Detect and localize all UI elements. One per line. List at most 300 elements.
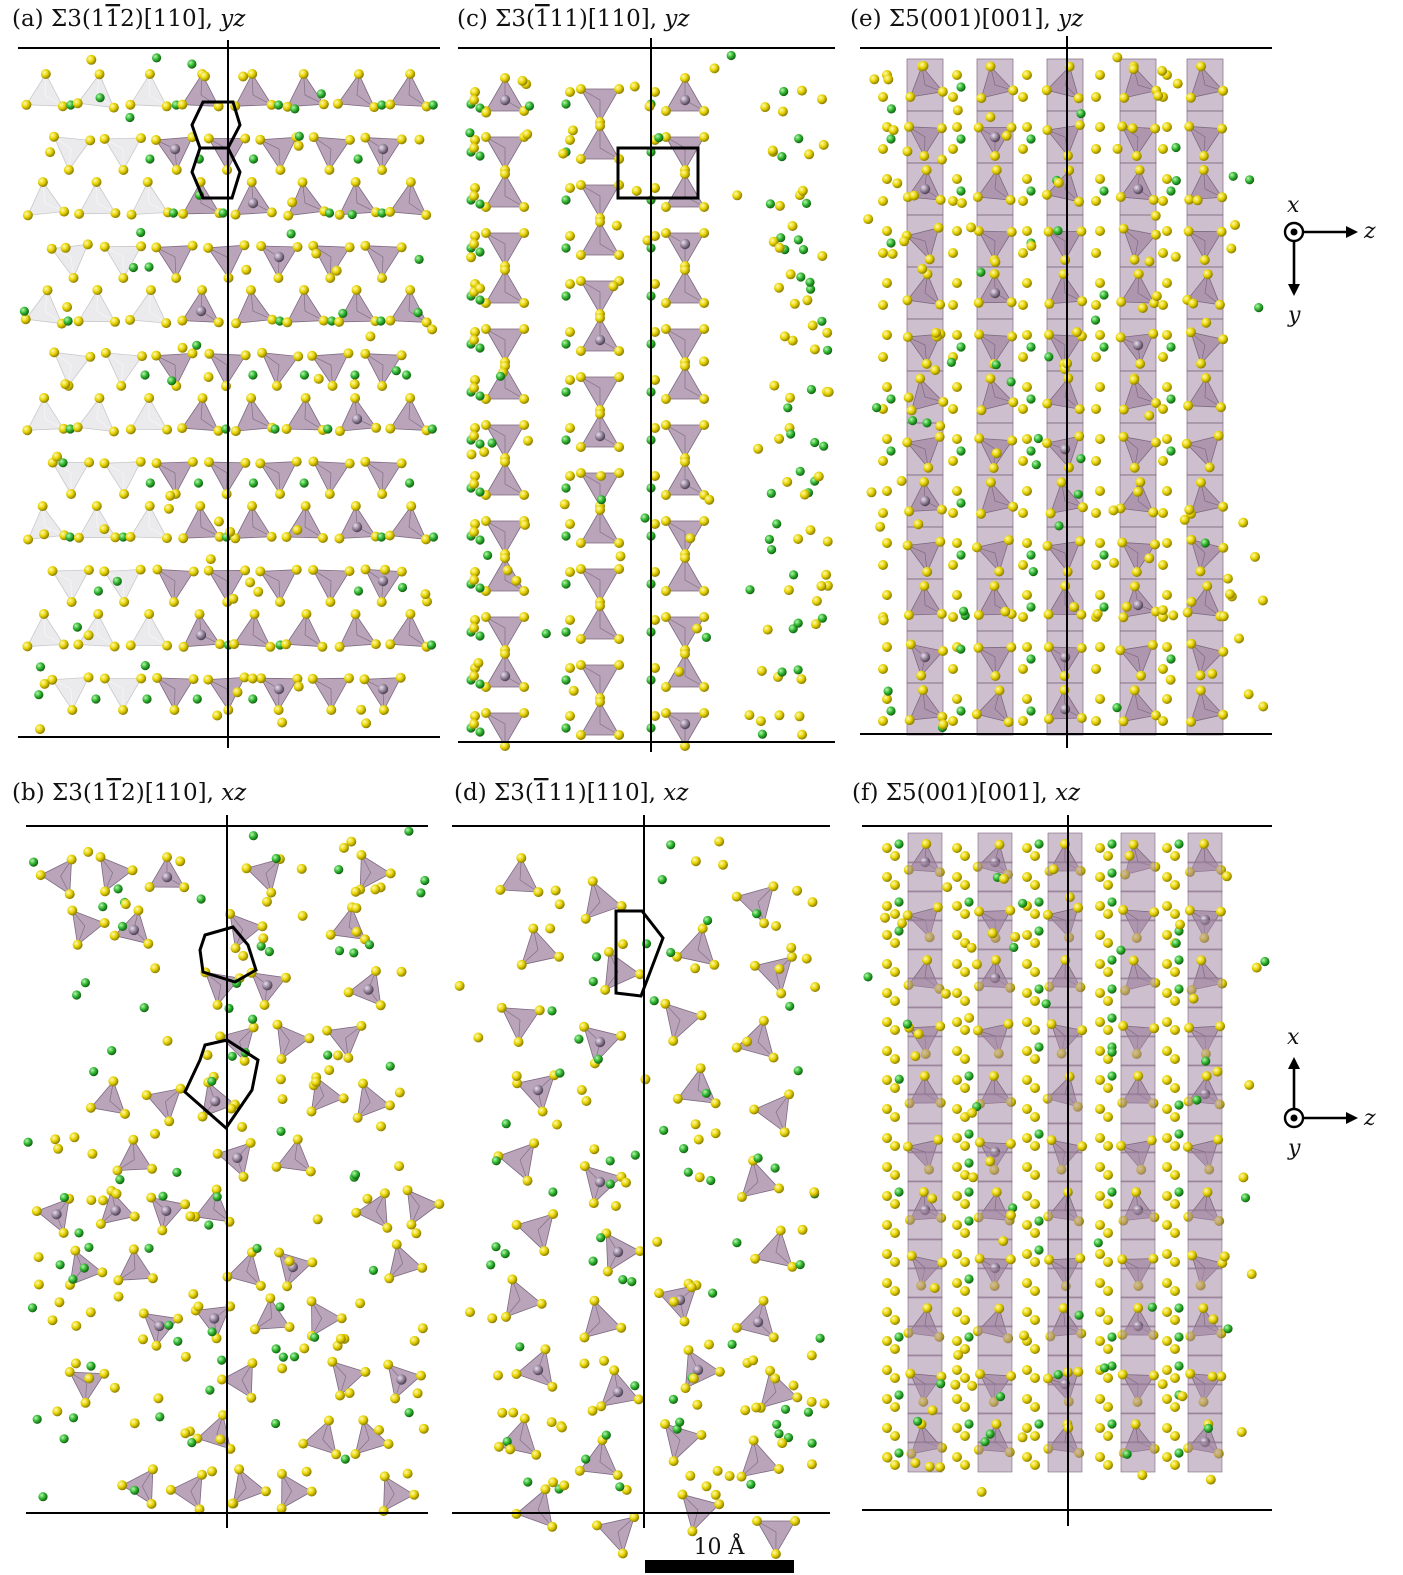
- sulfur-atom: [59, 640, 69, 650]
- sulfur-atom: [879, 615, 889, 625]
- sulfur-atom: [61, 243, 71, 253]
- lithium-atom: [475, 295, 484, 304]
- sulfur-atom: [239, 1172, 249, 1182]
- lithium-atom: [207, 1077, 216, 1086]
- sulfur-atom: [390, 1394, 400, 1404]
- sulfur-atom: [890, 1315, 900, 1325]
- sulfur-atom: [576, 372, 586, 382]
- lithium-atom: [996, 1392, 1005, 1401]
- sulfur-atom: [500, 457, 510, 467]
- sulfur-atom: [179, 882, 189, 892]
- lithium-atom: [325, 208, 334, 217]
- sulfur-atom: [67, 705, 77, 715]
- sulfur-atom: [165, 491, 175, 501]
- lithium-atom: [323, 1051, 332, 1060]
- sulfur-atom: [952, 901, 962, 911]
- sulfur-atom: [957, 198, 967, 208]
- tetrahedron: [54, 352, 90, 385]
- sulfur-atom: [1103, 909, 1113, 919]
- lithium-atom: [501, 1249, 510, 1258]
- sulfur-atom: [575, 1466, 585, 1476]
- sulfur-atom: [309, 132, 319, 142]
- sulfur-atom: [952, 1278, 962, 1288]
- sulfur-atom: [1162, 1423, 1172, 1433]
- lithium-atom: [334, 865, 343, 874]
- lithium-atom: [794, 1066, 803, 1075]
- sulfur-atom: [83, 239, 93, 249]
- sulfur-atom: [1186, 93, 1196, 103]
- sulfur-atom: [1158, 605, 1168, 615]
- sulfur-atom: [565, 471, 575, 481]
- sulfur-atom: [162, 425, 172, 435]
- tetrahedron: [678, 1068, 716, 1103]
- lithium-atom: [107, 1046, 116, 1055]
- sulfur-atom: [1030, 1344, 1040, 1354]
- sulfur-atom: [1095, 988, 1105, 998]
- tetrahedron-column: [978, 1384, 1012, 1414]
- sulfur-atom: [878, 456, 888, 466]
- sulfur-atom: [214, 317, 224, 327]
- lithium-atom: [1174, 1332, 1183, 1341]
- lithium-atom: [786, 429, 795, 438]
- sulfur-atom: [360, 1367, 370, 1377]
- sulfur-atom: [807, 1459, 817, 1469]
- sulfur-atom: [614, 372, 624, 382]
- sulfur-atom: [952, 1336, 962, 1346]
- sulfur-atom: [952, 930, 962, 940]
- sulfur-atom: [732, 892, 742, 902]
- sulfur-atom: [336, 1334, 346, 1344]
- sulfur-atom: [995, 686, 1005, 696]
- lithium-atom: [1245, 175, 1254, 184]
- sulfur-atom: [1006, 1254, 1016, 1264]
- sulfur-atom: [1007, 297, 1017, 307]
- lithium-atom: [348, 210, 357, 219]
- sulfur-atom: [1162, 694, 1172, 704]
- sulfur-atom: [1030, 1257, 1040, 1267]
- lithium-atom: [60, 1193, 69, 1202]
- lithium-atom: [778, 667, 787, 676]
- sulfur-atom: [175, 856, 185, 866]
- sulfur-atom: [878, 664, 888, 674]
- sulfur-atom: [974, 907, 984, 917]
- lithium-atom: [561, 195, 570, 204]
- sulfur-atom: [292, 457, 302, 467]
- sulfur-atom: [589, 1144, 599, 1154]
- tetrahedron: [78, 74, 114, 107]
- lithium-atom: [547, 1006, 556, 1015]
- sulfur-atom: [579, 1022, 589, 1032]
- sulfur-atom: [1060, 255, 1070, 265]
- tetrahedron: [234, 614, 270, 647]
- sulfur-atom: [74, 316, 84, 326]
- sulfur-atom: [565, 231, 575, 241]
- sulfur-atom: [245, 577, 255, 587]
- lithium-atom: [491, 1242, 500, 1251]
- sulfur-atom: [311, 249, 321, 259]
- lithium-atom: [349, 948, 358, 957]
- sulfur-atom: [385, 1100, 395, 1110]
- sulfur-atom: [481, 324, 491, 334]
- lithium-atom: [1174, 1303, 1183, 1312]
- sulfur-atom: [1118, 1021, 1128, 1031]
- lithium-atom: [65, 532, 74, 541]
- sulfur-atom: [1057, 477, 1067, 487]
- sulfur-atom: [469, 191, 479, 201]
- sulfur-atom: [890, 880, 900, 890]
- sulfur-atom: [1095, 226, 1105, 236]
- sulfur-atom: [878, 352, 888, 362]
- sulfur-atom: [193, 1302, 203, 1312]
- sulfur-atom: [998, 1236, 1008, 1246]
- sulfur-atom: [481, 108, 491, 118]
- sulfur-atom: [1216, 907, 1226, 917]
- sulfur-atom: [213, 1000, 223, 1010]
- lithium-atom: [145, 154, 154, 163]
- sulfur-atom: [59, 1228, 69, 1238]
- axis-label-x: x: [1287, 1025, 1300, 1050]
- tetrahedron: [327, 1026, 361, 1058]
- sulfur-atom: [1095, 538, 1105, 548]
- tetrahedron: [516, 1489, 552, 1527]
- sulfur-atom: [250, 1324, 260, 1334]
- sulfur-atom: [822, 328, 832, 338]
- sulfur-atom: [83, 847, 93, 857]
- tetrahedron-column: [1121, 1036, 1155, 1066]
- sulfur-atom: [967, 943, 977, 953]
- sulfur-atom: [1030, 1025, 1040, 1035]
- sulfur-atom: [551, 886, 561, 896]
- sulfur-atom: [596, 1401, 606, 1411]
- sulfur-atom: [36, 870, 46, 880]
- lithium-atom: [615, 1482, 624, 1491]
- sulfur-atom: [1075, 1253, 1085, 1263]
- sulfur-atom: [481, 228, 491, 238]
- lithium-atom: [542, 629, 551, 638]
- sulfur-atom: [784, 585, 794, 595]
- sulfur-atom: [882, 330, 892, 340]
- sulfur-atom: [148, 1273, 158, 1283]
- sulfur-atom: [1030, 1228, 1040, 1238]
- sulfur-atom: [1065, 1072, 1075, 1082]
- lithium-atom: [80, 1263, 89, 1272]
- lithium-atom: [894, 1448, 903, 1457]
- sulfur-atom: [1214, 431, 1224, 441]
- sulfur-atom: [952, 959, 962, 969]
- sulfur-atom: [974, 330, 984, 340]
- sulfur-atom: [203, 243, 213, 253]
- sulfur-atom: [308, 565, 318, 575]
- lithium-atom: [73, 623, 82, 632]
- sulfur-atom: [339, 843, 349, 853]
- sulfur-atom: [576, 538, 586, 548]
- lithium-atom: [754, 1153, 763, 1162]
- lithium-atom: [956, 134, 965, 143]
- sulfur-atom: [680, 649, 690, 659]
- sulfur-atom: [948, 300, 958, 310]
- sulfur-atom: [890, 1025, 900, 1035]
- lithium-atom: [684, 1168, 693, 1177]
- sulfur-atom: [1170, 1112, 1180, 1122]
- sulfur-atom: [1158, 196, 1168, 206]
- tetrahedron: [208, 245, 244, 278]
- sulfur-atom: [178, 533, 188, 543]
- sulfur-atom: [565, 87, 575, 97]
- sulfur-atom: [1005, 906, 1015, 916]
- sulfur-atom: [1030, 880, 1040, 890]
- sulfur-atom: [1130, 463, 1140, 473]
- sulfur-atom: [1095, 1075, 1105, 1085]
- sulfur-atom: [178, 343, 188, 353]
- sulfur-atom: [989, 463, 999, 473]
- sulfur-atom: [1064, 165, 1074, 175]
- sulfur-atom: [21, 100, 31, 110]
- lithium-atom: [627, 1277, 636, 1286]
- sulfur-atom: [673, 1094, 683, 1104]
- phosphorus-atom: [129, 925, 139, 935]
- sulfur-atom: [405, 609, 415, 619]
- sulfur-atom: [169, 597, 179, 607]
- sulfur-atom: [1022, 330, 1032, 340]
- sulfur-atom: [976, 405, 986, 415]
- sulfur-atom: [776, 988, 786, 998]
- sulfur-atom: [148, 1464, 158, 1474]
- lithium-atom: [300, 478, 309, 487]
- sulfur-atom: [352, 927, 362, 937]
- sulfur-atom: [1076, 610, 1086, 620]
- sulfur-atom: [335, 1391, 345, 1401]
- sulfur-atom: [936, 195, 946, 205]
- sulfur-atom: [293, 242, 303, 252]
- sulfur-atom: [419, 1424, 429, 1434]
- sulfur-atom: [377, 165, 387, 175]
- panel-b-snapshot: [24, 815, 445, 1528]
- lithium-atom: [335, 946, 344, 955]
- tetrahedron: [313, 462, 349, 495]
- sulfur-atom: [173, 1314, 183, 1324]
- sulfur-atom: [948, 508, 958, 518]
- tetrahedron: [498, 1143, 534, 1181]
- sulfur-atom: [352, 285, 362, 295]
- sulfur-atom: [552, 1120, 562, 1130]
- lithium-atom: [475, 151, 484, 160]
- sulfur-atom: [302, 1467, 312, 1477]
- sulfur-atom: [1022, 642, 1032, 652]
- sulfur-atom: [395, 1088, 405, 1098]
- sulfur-atom: [904, 393, 914, 403]
- sulfur-atom: [130, 1212, 140, 1222]
- sulfur-atom: [565, 663, 575, 673]
- sulfur-atom: [810, 982, 820, 992]
- sulfur-atom: [798, 1225, 808, 1235]
- sulfur-atom: [1095, 1278, 1105, 1288]
- sulfur-atom: [780, 1127, 790, 1137]
- sulfur-atom: [1162, 1336, 1172, 1346]
- sulfur-atom: [592, 1520, 602, 1530]
- sulfur-atom: [1170, 1025, 1180, 1035]
- phosphorus-atom: [378, 684, 388, 694]
- sulfur-atom: [1162, 278, 1172, 288]
- phosphorus-atom: [196, 306, 206, 316]
- sulfur-atom: [519, 298, 529, 308]
- sulfur-atom: [565, 327, 575, 337]
- sulfur-atom: [246, 1393, 256, 1403]
- sulfur-atom: [1122, 602, 1132, 612]
- sulfur-atom: [405, 69, 415, 79]
- lithium-atom: [475, 391, 484, 400]
- sulfur-atom: [1022, 590, 1032, 600]
- sulfur-atom: [108, 1076, 118, 1086]
- sulfur-atom: [930, 365, 940, 375]
- sulfur-atom: [147, 1164, 157, 1174]
- tetrahedron-column: [1121, 1094, 1155, 1124]
- sulfur-atom: [1218, 647, 1228, 657]
- sulfur-atom: [960, 1402, 970, 1412]
- sulfur-atom: [23, 535, 33, 545]
- lithium-atom: [561, 531, 570, 540]
- sulfur-atom: [1095, 930, 1105, 940]
- sulfur-atom: [523, 436, 533, 446]
- lithium-atom: [1166, 342, 1175, 351]
- sulfur-atom: [469, 527, 479, 537]
- lithium-atom: [561, 675, 570, 684]
- lithium-atom: [351, 1170, 360, 1179]
- sulfur-atom: [276, 1074, 286, 1084]
- sulfur-atom: [1137, 1470, 1147, 1480]
- sulfur-atom: [1151, 230, 1161, 240]
- sulfur-atom: [1018, 716, 1028, 726]
- sulfur-atom: [680, 553, 690, 563]
- sulfur-atom: [882, 1307, 892, 1317]
- sulfur-atom: [1217, 227, 1227, 237]
- sulfur-atom: [614, 538, 624, 548]
- sulfur-atom: [203, 675, 213, 685]
- sulfur-atom: [48, 1315, 58, 1325]
- lithium-atom: [956, 498, 965, 507]
- sulfur-atom: [995, 840, 1005, 850]
- tetrahedron-column: [1048, 1326, 1082, 1356]
- sulfur-atom: [704, 1340, 714, 1350]
- phosphorus-atom: [920, 496, 930, 506]
- sulfur-atom: [1074, 197, 1084, 207]
- sulfur-atom: [481, 420, 491, 430]
- sulfur-atom: [883, 74, 893, 84]
- sulfur-atom: [1170, 1054, 1180, 1064]
- sulfur-atom: [234, 1464, 244, 1474]
- sulfur-atom: [94, 393, 104, 403]
- sulfur-atom: [1134, 269, 1144, 279]
- sulfur-atom: [511, 576, 521, 586]
- sulfur-atom: [383, 1360, 393, 1370]
- sulfur-atom: [1131, 1187, 1141, 1197]
- sulfur-atom: [1238, 518, 1248, 528]
- sulfur-atom: [1135, 359, 1145, 369]
- sulfur-atom: [528, 924, 538, 934]
- sulfur-atom: [1058, 1303, 1068, 1313]
- sulfur-atom: [112, 1189, 122, 1199]
- lithium-atom: [1260, 957, 1269, 966]
- tetrahedron: [390, 398, 426, 430]
- sulfur-atom: [411, 1228, 421, 1238]
- sulfur-atom: [519, 682, 529, 692]
- sulfur-atom: [952, 382, 962, 392]
- sulfur-atom: [1018, 456, 1028, 466]
- sulfur-atom: [128, 1135, 138, 1145]
- sulfur-atom: [1119, 716, 1129, 726]
- sulfur-atom: [48, 566, 58, 576]
- sulfur-atom: [1018, 196, 1028, 206]
- sulfur-atom: [614, 564, 624, 574]
- sulfur-atom: [952, 1452, 962, 1462]
- lithium-atom: [976, 268, 985, 277]
- sulfur-atom: [1018, 352, 1028, 362]
- lithium-atom: [248, 1015, 257, 1024]
- lithium-atom: [555, 1068, 564, 1077]
- tetrahedron: [754, 1094, 789, 1132]
- sulfur-atom: [1095, 642, 1105, 652]
- sulfur-atom: [467, 449, 477, 459]
- sulfur-atom: [661, 420, 671, 430]
- lithium-atom: [1053, 226, 1062, 235]
- sulfur-atom: [96, 852, 106, 862]
- sulfur-atom: [1044, 714, 1054, 724]
- sulfur-atom: [293, 351, 303, 361]
- sulfur-atom: [569, 686, 579, 696]
- sulfur-atom: [1047, 1019, 1057, 1029]
- sulfur-atom: [100, 918, 110, 928]
- sulfur-atom: [277, 1363, 287, 1373]
- tetrahedron-column: [1048, 1094, 1082, 1124]
- sulfur-atom: [177, 423, 187, 433]
- sulfur-atom: [334, 317, 344, 327]
- lithium-atom: [33, 1415, 42, 1424]
- sulfur-atom: [990, 257, 1000, 267]
- sulfur-atom: [32, 1206, 42, 1216]
- sulfur-atom: [774, 283, 784, 293]
- lithium-atom: [295, 132, 304, 141]
- sulfur-atom: [469, 575, 479, 585]
- sulfur-atom: [654, 1288, 664, 1298]
- sulfur-atom: [58, 101, 68, 111]
- sulfur-atom: [1044, 330, 1054, 340]
- sulfur-atom: [1077, 1141, 1087, 1151]
- sulfur-atom: [973, 643, 983, 653]
- sulfur-atom: [1103, 1315, 1113, 1325]
- sulfur-atom: [882, 226, 892, 236]
- sulfur-atom: [307, 1257, 317, 1267]
- sulfur-atom: [991, 1419, 1001, 1429]
- lithium-atom: [1026, 550, 1035, 559]
- sulfur-atom: [162, 852, 172, 862]
- sulfur-atom: [1103, 1141, 1113, 1151]
- sulfur-atom: [188, 348, 198, 358]
- sulfur-atom: [100, 242, 110, 252]
- lithium-atom: [561, 387, 570, 396]
- sulfur-atom: [952, 988, 962, 998]
- sulfur-atom: [416, 1371, 426, 1381]
- sulfur-atom: [420, 589, 430, 599]
- lithium-atom: [129, 263, 138, 272]
- sulfur-atom: [500, 649, 510, 659]
- lithium-atom: [956, 706, 965, 715]
- tetrahedron: [390, 182, 426, 215]
- sulfur-atom: [93, 609, 103, 619]
- sulfur-atom: [808, 897, 818, 907]
- sulfur-atom: [890, 1228, 900, 1238]
- tetrahedron-column: [908, 1036, 942, 1066]
- sulfur-atom: [1004, 717, 1014, 727]
- sulfur-atom: [1022, 70, 1032, 80]
